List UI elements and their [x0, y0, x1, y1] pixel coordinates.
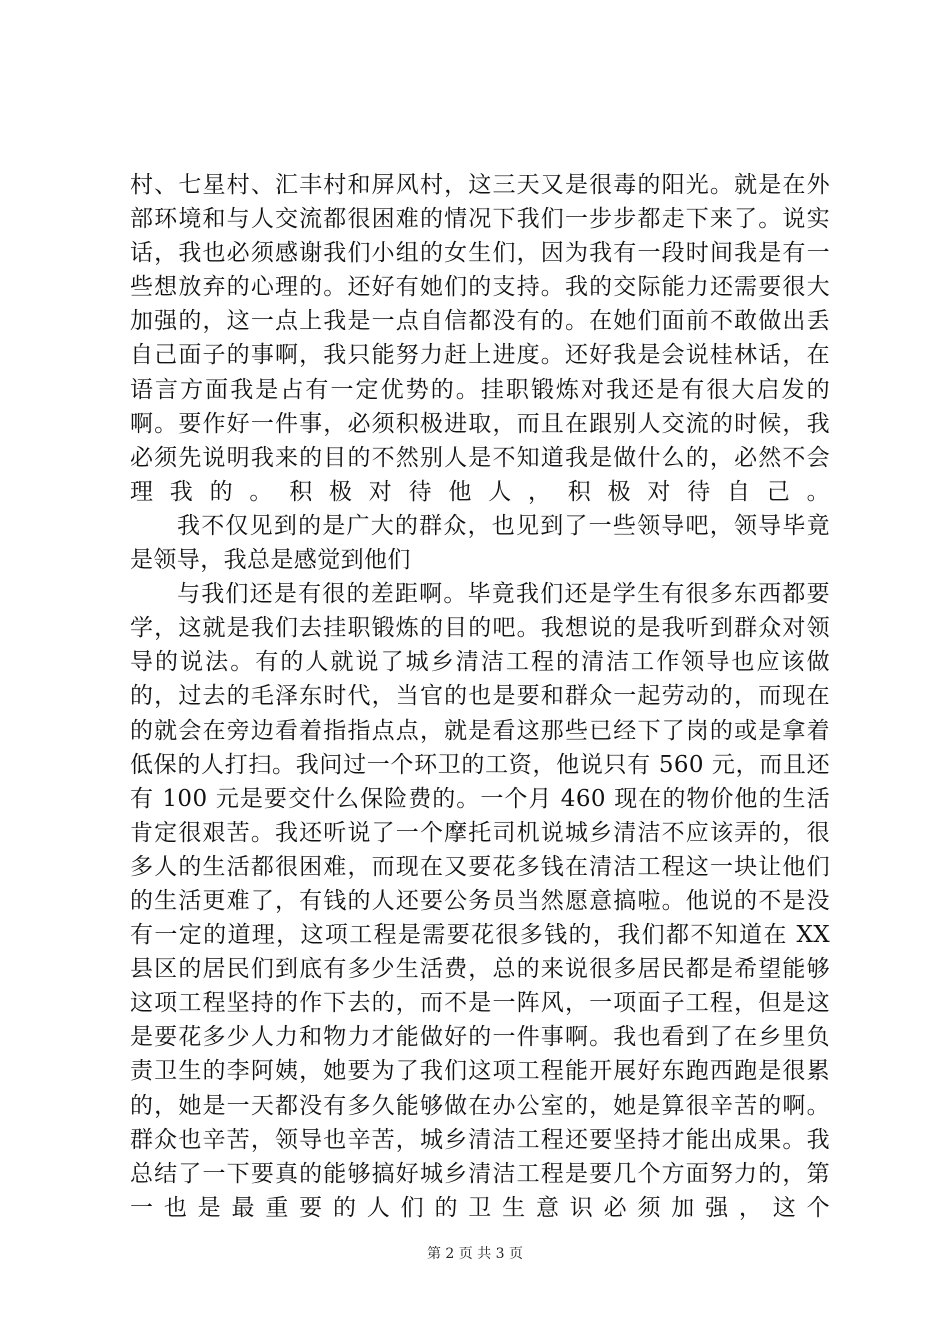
text-line: 啊。群众也辛苦，领导也辛苦，城乡清洁工程还要坚持才能出: [130, 1092, 830, 1153]
text-line: 是不知道我是做什么的，必然不会理我的。积极对待他人，积: [130, 444, 830, 505]
text-line: 又要花多钱在清洁工程这一块让他们的生活更难了，有钱的人: [130, 853, 830, 914]
text-line: 锻炼对我还是有很大启发的啊。要作好一件事，必须积极进取，: [130, 376, 830, 437]
page-number: 第 2 页 共 3 页: [426, 1246, 524, 1262]
text-line: 村、七星村、汇丰村和屏风村，这三天又是很毒的阳光。就是: [130, 172, 783, 198]
page-footer: [0, 1244, 950, 1264]
paragraph-3: [130, 577, 830, 1225]
text-line: 月 460 现在的物价他的生活肯定很艰苦。我还听说了一个摩托: [130, 785, 830, 846]
text-line: 我不仅见到的是广大的群众，也见到了一些领导吧，领导: [177, 512, 783, 539]
text-line: 在外部环境和与人交流都很困难的情况下我们一步步都走下来: [130, 172, 830, 233]
text-line: 都要学，这就是我们去挂职锻炼的目的吧。我想说的是我听到: [130, 581, 830, 642]
text-line: 他说只有 560 元，而且还有 100 元是要交什么保险费的。一个: [130, 751, 831, 812]
text-line: 劳动的，而现在的就会在旁边看着指指点点，就是看这那些已: [130, 683, 830, 744]
text-line: 面努力的，第一也是最重要的人们的卫生意识必须加强，这个: [130, 1160, 831, 1221]
text-line: 工程是需要花很多钱的，我们都不知道在 XX 县区的居民们到底: [130, 922, 830, 983]
paragraph-1: [130, 168, 830, 509]
document-body: [130, 168, 830, 1225]
text-line: 生的李阿姨，她要为了我们这项工程能开展好东跑西跑是很累: [178, 1058, 830, 1085]
text-line: 极对待自己。: [607, 478, 830, 505]
text-line: 成果。我总结了一下要真的能够搞好城乡清洁工程是要几个方: [130, 1126, 831, 1187]
paragraph-2: [130, 509, 830, 577]
text-line: 了。说实话，我也必须感谢我们小组的女生们，因为我有一段: [130, 206, 831, 267]
text-line: 毕竟是领导，我总是感觉到他们: [130, 512, 830, 574]
text-line: 际能力还需要很大加强的，这一点上我是一点自信都没有的。: [130, 274, 831, 335]
text-line: 时间我是有一些想放弃的心理的。还好有她们的支持。我的交: [130, 240, 831, 301]
text-line: 而且在跟别人交流的时候，我必须先说明我来的目的不然别人: [130, 410, 830, 471]
text-line: 的作下去的，而不是一阵风，一项面子工程，但是这是要花多: [130, 990, 830, 1051]
text-line: 导也应该做的，过去的毛泽东时代，当官的也是要和群众一起: [130, 649, 831, 710]
text-line: 经下了岗的或是拿着低保的人打扫。我问过一个环卫的工资，: [130, 717, 830, 778]
text-line: 有多少生活费，总的来说很多居民都是希望能够这项工程坚持: [130, 956, 830, 1017]
text-line: 还好我是会说桂林话，在语言方面我是占有一定优势的。挂职: [130, 342, 830, 403]
text-line: 群众对领导的说法。有的人就说了城乡清洁工程的清洁工作领: [130, 615, 831, 676]
text-line: 还要公务员当然愿意搞啦。他说的不是没有一定的道理，这项: [130, 887, 830, 949]
text-line: 的，她是一天都没有多久能够做在办公室的，她是算很辛苦的: [130, 1092, 783, 1119]
text-line: 与我们还是有很的差距啊。毕竟我们还是学生有很多东西: [177, 581, 783, 608]
text-line: 在她们面前不敢做出丢自己面子的事啊，我只能努力赶上进度。: [130, 308, 831, 369]
text-line: 少人力和物力才能做好的一件事啊。我也看到了在乡里负责卫: [130, 1024, 830, 1085]
text-line: 司机说城乡清洁不应该弄的，很多人的生活都很困难，而现在: [130, 819, 831, 880]
